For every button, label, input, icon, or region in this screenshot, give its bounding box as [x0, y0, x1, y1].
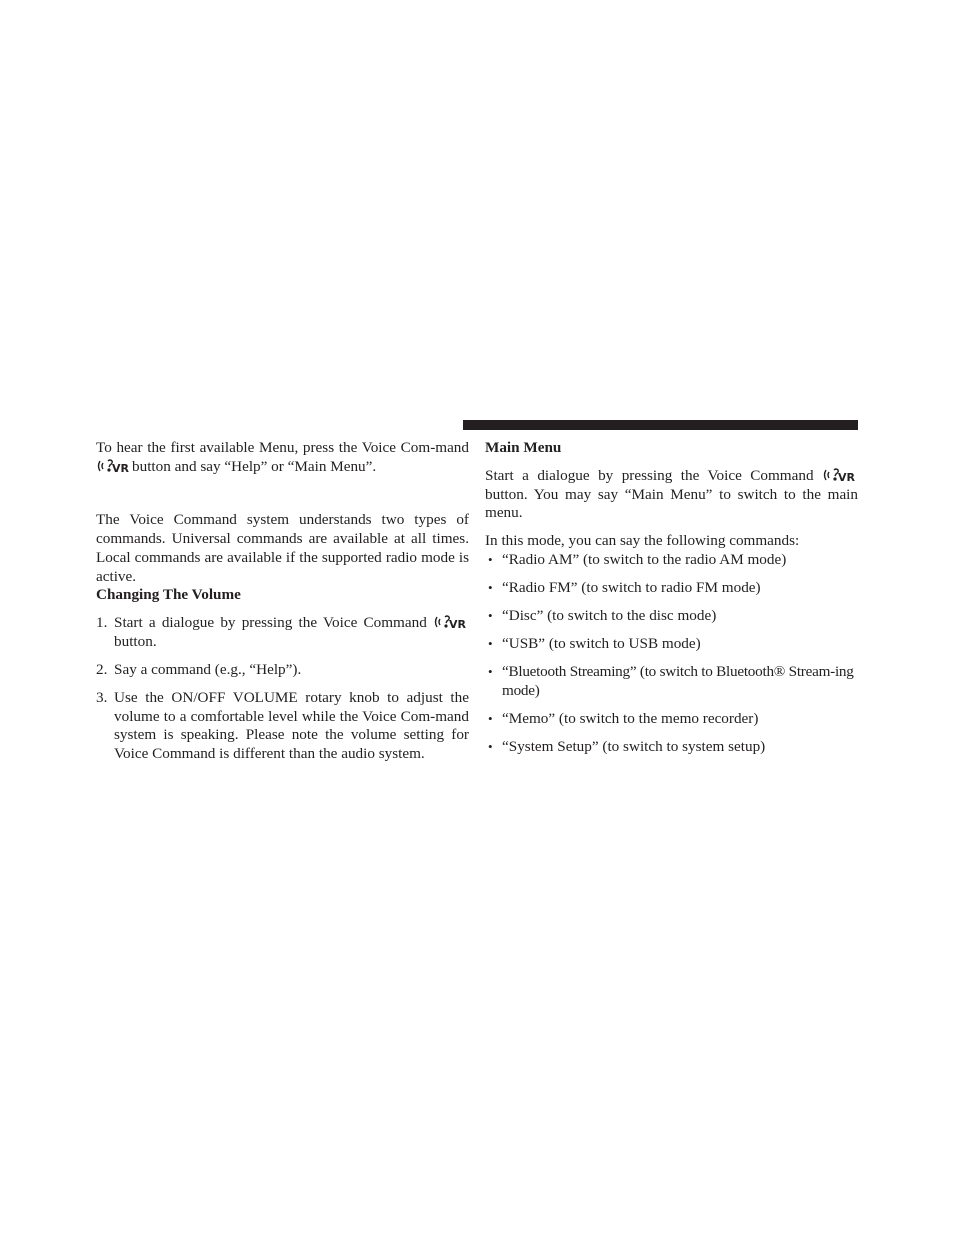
voice-command-icon: [96, 458, 132, 474]
voice-command-icon: [433, 614, 469, 630]
list-item: 2. Say a command (e.g., “Help”).: [96, 660, 302, 678]
main-menu-paragraph: Start a dialogue by pressing the Voice Command VR button. You may say “Main Menu” to switch to the main menu.: [485, 467, 858, 522]
bullet-icon: •: [488, 580, 493, 596]
main-menu-heading: Main Menu: [485, 439, 562, 456]
list-item: • “USB” (to switch to USB mode): [488, 635, 701, 653]
command-types-paragraph: The Voice Command system understands two types of commands. Universal commands are available at all times. Local commands are available if the supported radio mode is active.: [96, 511, 469, 585]
command-list: [485, 551, 858, 756]
volume-steps: [96, 614, 469, 764]
left-column: [96, 438, 469, 764]
list-item: • “Radio AM” (to switch to the radio AM mode): [488, 551, 787, 569]
mode-intro-paragraph: In this mode, you can say the following commands:: [485, 532, 800, 550]
bullet-icon: •: [488, 710, 493, 726]
bullet-icon: •: [488, 608, 493, 624]
section-rule: [463, 420, 858, 430]
list-item: • “Bluetooth Streaming” (to switch to Bluetooth® Stream-ing mode): [488, 663, 854, 699]
bullet-icon: •: [488, 738, 493, 754]
list-item: 1. Start a dialogue by pressing the Voice Command VR button.: [96, 614, 469, 651]
right-column: [485, 438, 858, 757]
svg-text:VR: VR: [449, 618, 466, 631]
list-item: • “Radio FM” (to switch to radio FM mode): [488, 579, 761, 597]
list-item: • “Disc” (to switch to the disc mode): [488, 607, 717, 625]
bullet-icon: •: [488, 552, 493, 568]
bullet-icon: •: [488, 664, 493, 680]
svg-text:VR: VR: [112, 461, 129, 474]
intro-paragraph: To hear the first available Menu, press the Voice Com-mand VR button and say “Help” or “Main Menu”.: [96, 439, 469, 475]
svg-text:VR: VR: [838, 471, 855, 483]
bullet-icon: •: [488, 636, 493, 652]
list-item: • “Memo” (to switch to the memo recorder): [488, 709, 759, 727]
volume-heading: Changing The Volume: [96, 586, 241, 604]
list-item: 3. Use the ON/OFF VOLUME rotary knob to adjust the volume to a comfortable level while the Voice Com-mand system is speaking. Please note the volume setting for Voice Command is different than the audio system.: [96, 688, 469, 763]
list-item: • “System Setup” (to switch to system setup): [488, 737, 766, 755]
voice-command-icon: [822, 467, 858, 483]
